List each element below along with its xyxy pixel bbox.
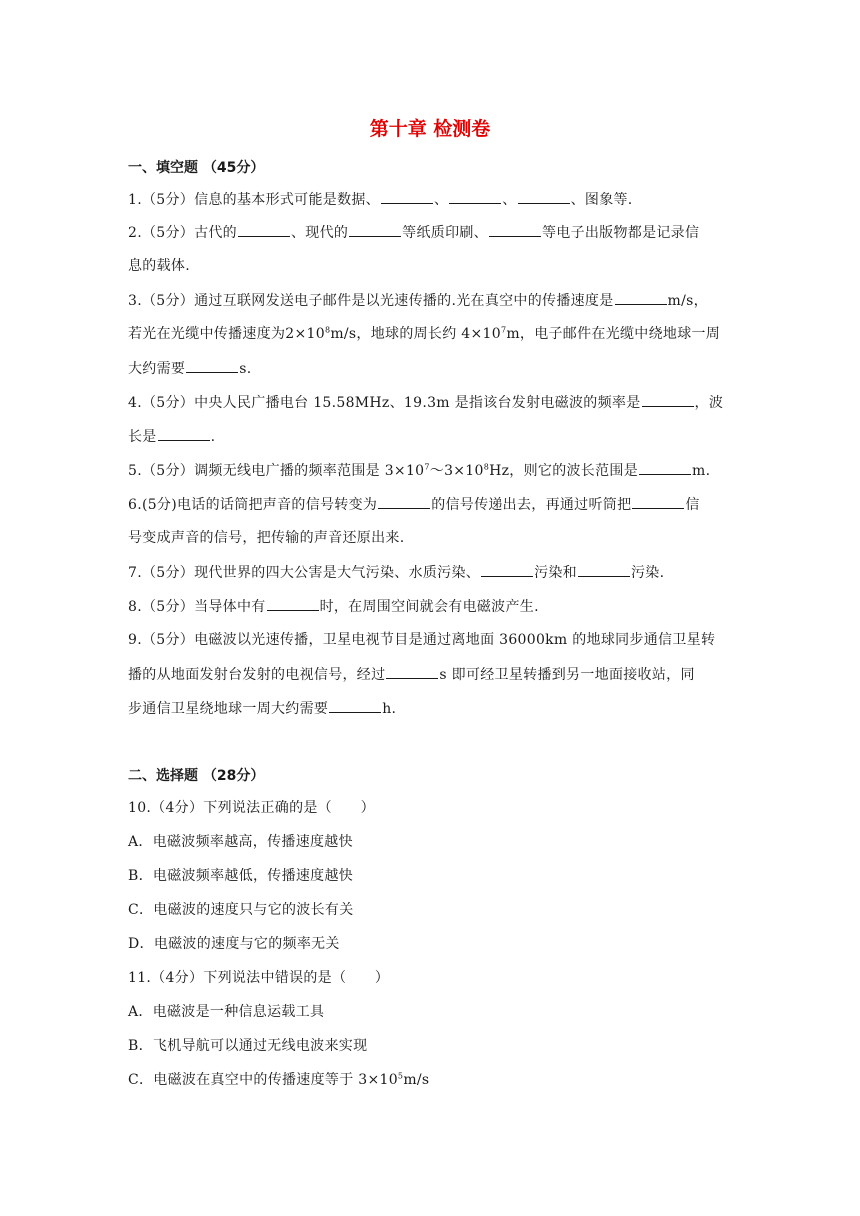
section-choice-heading: 二、选择题 （28分） bbox=[128, 768, 265, 784]
question-11-option-c: C．电磁波在真空中的传播速度等于 $3\times 10^5m/s$ bbox=[128, 1071, 430, 1088]
question-3-cont2: 大约需要 s. bbox=[128, 358, 732, 379]
question-4-cont: 长是 . bbox=[128, 426, 732, 447]
question-10: 10.（4分）下列说法正确的是（ ） bbox=[128, 800, 375, 816]
question-10-option-d: D．电磁波的速度与它的频率无关 bbox=[128, 936, 340, 952]
answer-blank bbox=[639, 460, 691, 475]
question-10-option-a: A．电磁波频率越高，传播速度越快 bbox=[128, 834, 353, 850]
question-6: 6.(5分)电话的话筒把声音的信号转变为 的信号传递出去，再通过听筒把 信 bbox=[128, 494, 732, 515]
question-2-cont: 息的载体. bbox=[128, 258, 190, 274]
answer-blank bbox=[615, 290, 667, 305]
answer-blank bbox=[632, 494, 684, 509]
answer-blank bbox=[158, 426, 210, 441]
question-10-option-c: C．电磁波的速度只与它的波长有关 bbox=[128, 902, 354, 918]
answer-blank bbox=[349, 222, 401, 237]
question-5: 5.（5分）调频无线电广播的频率范围是 $3\times 10^7\sim 3\times 10^8Hz$，则它的波长范围是 m. bbox=[128, 460, 732, 481]
section-fill-heading: 一、填空题 （45分） bbox=[128, 160, 265, 176]
answer-blank bbox=[489, 222, 541, 237]
question-9-cont2: 步通信卫星绕地球一周大约需要 h. bbox=[128, 698, 732, 719]
question-2: 2.（5分）古代的 、现代的 等纸质印刷、 等电子出版物都是记录信 bbox=[128, 222, 732, 243]
answer-blank bbox=[381, 189, 433, 204]
answer-blank bbox=[238, 222, 290, 237]
question-3: 3.（5分）通过互联网发送电子邮件是以光速传播的.光在真空中的传播速度是 m/s， bbox=[128, 290, 732, 311]
question-4: 4.（5分）中央人民广播电台 15.58MHz、19.3m 是指该台发射电磁波的频率是 ，波 bbox=[128, 392, 732, 413]
question-11-option-b: B．飞机导航可以通过无线电波来实现 bbox=[128, 1038, 368, 1054]
answer-blank bbox=[267, 596, 319, 611]
answer-blank bbox=[578, 562, 630, 577]
question-9-cont: 播的从地面发射台发射的电视信号，经过 s 即可经卫星转播到另一地面接收站，同 bbox=[128, 664, 732, 685]
answer-blank bbox=[449, 189, 501, 204]
question-9: 9.（5分）电磁波以光速传播，卫星电视节目是通过离地面 36000km 的地球同步通信卫星转 bbox=[128, 632, 716, 648]
question-6-cont: 号变成声音的信号，把传输的声音还原出来. bbox=[128, 530, 405, 546]
question-11-option-a: A．电磁波是一种信息运载工具 bbox=[128, 1004, 325, 1020]
answer-blank bbox=[481, 562, 533, 577]
question-3-cont: 若光在光缆中传播速度为$2\times 10^8m/s$，地球的周长约 $4\times 10^7m$，电子邮件在光缆中绕地球一周 bbox=[128, 325, 721, 342]
question-1: 1.（5分）信息的基本形式可能是数据、 、 、 、图象等. bbox=[128, 189, 732, 210]
page-title: 第十章 检测卷 bbox=[369, 118, 491, 140]
answer-blank bbox=[642, 392, 694, 407]
answer-blank bbox=[378, 494, 430, 509]
answer-blank bbox=[518, 189, 570, 204]
answer-blank bbox=[329, 698, 381, 713]
answer-blank bbox=[186, 358, 238, 373]
question-10-option-b: B．电磁波频率越低，传播速度越快 bbox=[128, 868, 354, 884]
answer-blank bbox=[386, 664, 438, 679]
question-7: 7.（5分）现代世界的四大公害是大气污染、水质污染、 污染和 污染. bbox=[128, 562, 732, 583]
question-8: 8.（5分）当导体中有 时，在周围空间就会有电磁波产生. bbox=[128, 596, 732, 617]
question-11: 11.（4分）下列说法中错误的是（ ） bbox=[128, 970, 390, 986]
